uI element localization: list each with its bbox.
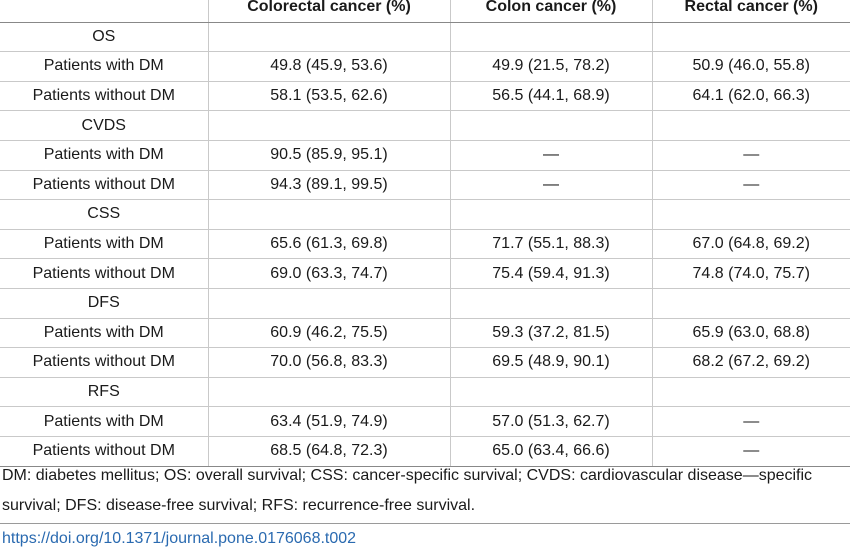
table-row [0,170,850,200]
value-cell: 70.0 (56.8, 83.3) [208,348,450,378]
row-label-cell: Patients without DM [0,436,208,466]
value-cell [450,200,652,230]
value-cell [208,111,450,141]
row-label-cell: Patients with DM [0,407,208,437]
row-label-cell: CVDS [0,111,208,141]
value-cell: 50.9 (46.0, 55.8) [652,52,850,82]
row-label-cell: CSS [0,200,208,230]
table-row [0,259,850,289]
value-cell [652,377,850,407]
table-row [0,22,850,52]
value-cell: 74.8 (74.0, 75.7) [652,259,850,289]
table-row [0,81,850,111]
value-cell [450,22,652,52]
row-label-cell: Patients without DM [0,170,208,200]
value-cell: 67.0 (64.8, 69.2) [652,229,850,259]
value-cell: 59.3 (37.2, 81.5) [450,318,652,348]
value-cell: 65.0 (63.4, 66.6) [450,436,652,466]
table-row [0,377,850,407]
value-cell [652,111,850,141]
header-cell [0,0,208,22]
value-cell [208,377,450,407]
value-cell: 49.8 (45.9, 53.6) [208,52,450,82]
row-label-cell: Patients with DM [0,318,208,348]
value-cell: 56.5 (44.1, 68.9) [450,81,652,111]
value-cell: 63.4 (51.9, 74.9) [208,407,450,437]
row-label-cell: Patients without DM [0,348,208,378]
value-cell [450,111,652,141]
value-cell: 69.0 (63.3, 74.7) [208,259,450,289]
value-cell: 94.3 (89.1, 99.5) [208,170,450,200]
divider [0,523,850,524]
value-cell [208,22,450,52]
table-row [0,52,850,82]
value-cell: 57.0 (51.3, 62.7) [450,407,652,437]
value-cell: 60.9 (46.2, 75.5) [208,318,450,348]
table-footnote: DM: diabetes mellitus; OS: overall survival; CSS: cancer-specific survival; CVDS: cardiovascular disease—specific survival; DFS: disease-free survival; RFS: recurrence-free survival. [2,467,813,514]
value-cell: 65.6 (61.3, 69.8) [208,229,450,259]
table-row [0,407,850,437]
value-cell [652,200,850,230]
table-row [0,318,850,348]
table-row [0,200,850,230]
table-row [0,111,850,141]
table-row [0,229,850,259]
row-label-cell: Patients without DM [0,259,208,289]
header-cell: Colorectal cancer (%) [208,0,450,22]
value-cell [652,22,850,52]
value-cell: — [652,436,850,466]
header-cell: Colon cancer (%) [450,0,652,22]
value-cell: 65.9 (63.0, 68.8) [652,318,850,348]
value-cell: — [652,170,850,200]
value-cell: 69.5 (48.9, 90.1) [450,348,652,378]
value-cell: 68.2 (67.2, 69.2) [652,348,850,378]
value-cell: 90.5 (85.9, 95.1) [208,140,450,170]
row-label-cell: Patients with DM [0,52,208,82]
value-cell [208,200,450,230]
value-cell: 64.1 (62.0, 66.3) [652,81,850,111]
value-cell: 49.9 (21.5, 78.2) [450,52,652,82]
table-row [0,348,850,378]
table-row [0,140,850,170]
value-cell: — [450,140,652,170]
value-cell [450,288,652,318]
value-cell: 75.4 (59.4, 91.3) [450,259,652,289]
value-cell: — [450,170,652,200]
row-label-cell: Patients with DM [0,140,208,170]
row-label-cell: OS [0,22,208,52]
value-cell [652,288,850,318]
value-cell: 58.1 (53.5, 62.6) [208,81,450,111]
row-label-cell: Patients without DM [0,81,208,111]
row-label-cell: DFS [0,288,208,318]
value-cell: 68.5 (64.8, 72.3) [208,436,450,466]
row-label-cell: RFS [0,377,208,407]
value-cell: — [652,140,850,170]
doi-link[interactable]: https://doi.org/10.1371/journal.pone.0176068.t002 [2,530,357,547]
header-cell: Rectal cancer (%) [652,0,850,22]
row-label-cell: Patients with DM [0,229,208,259]
value-cell [208,288,450,318]
value-cell: 71.7 (55.1, 88.3) [450,229,652,259]
table-header-row [0,0,850,22]
value-cell [450,377,652,407]
value-cell: — [652,407,850,437]
table-row [0,288,850,318]
